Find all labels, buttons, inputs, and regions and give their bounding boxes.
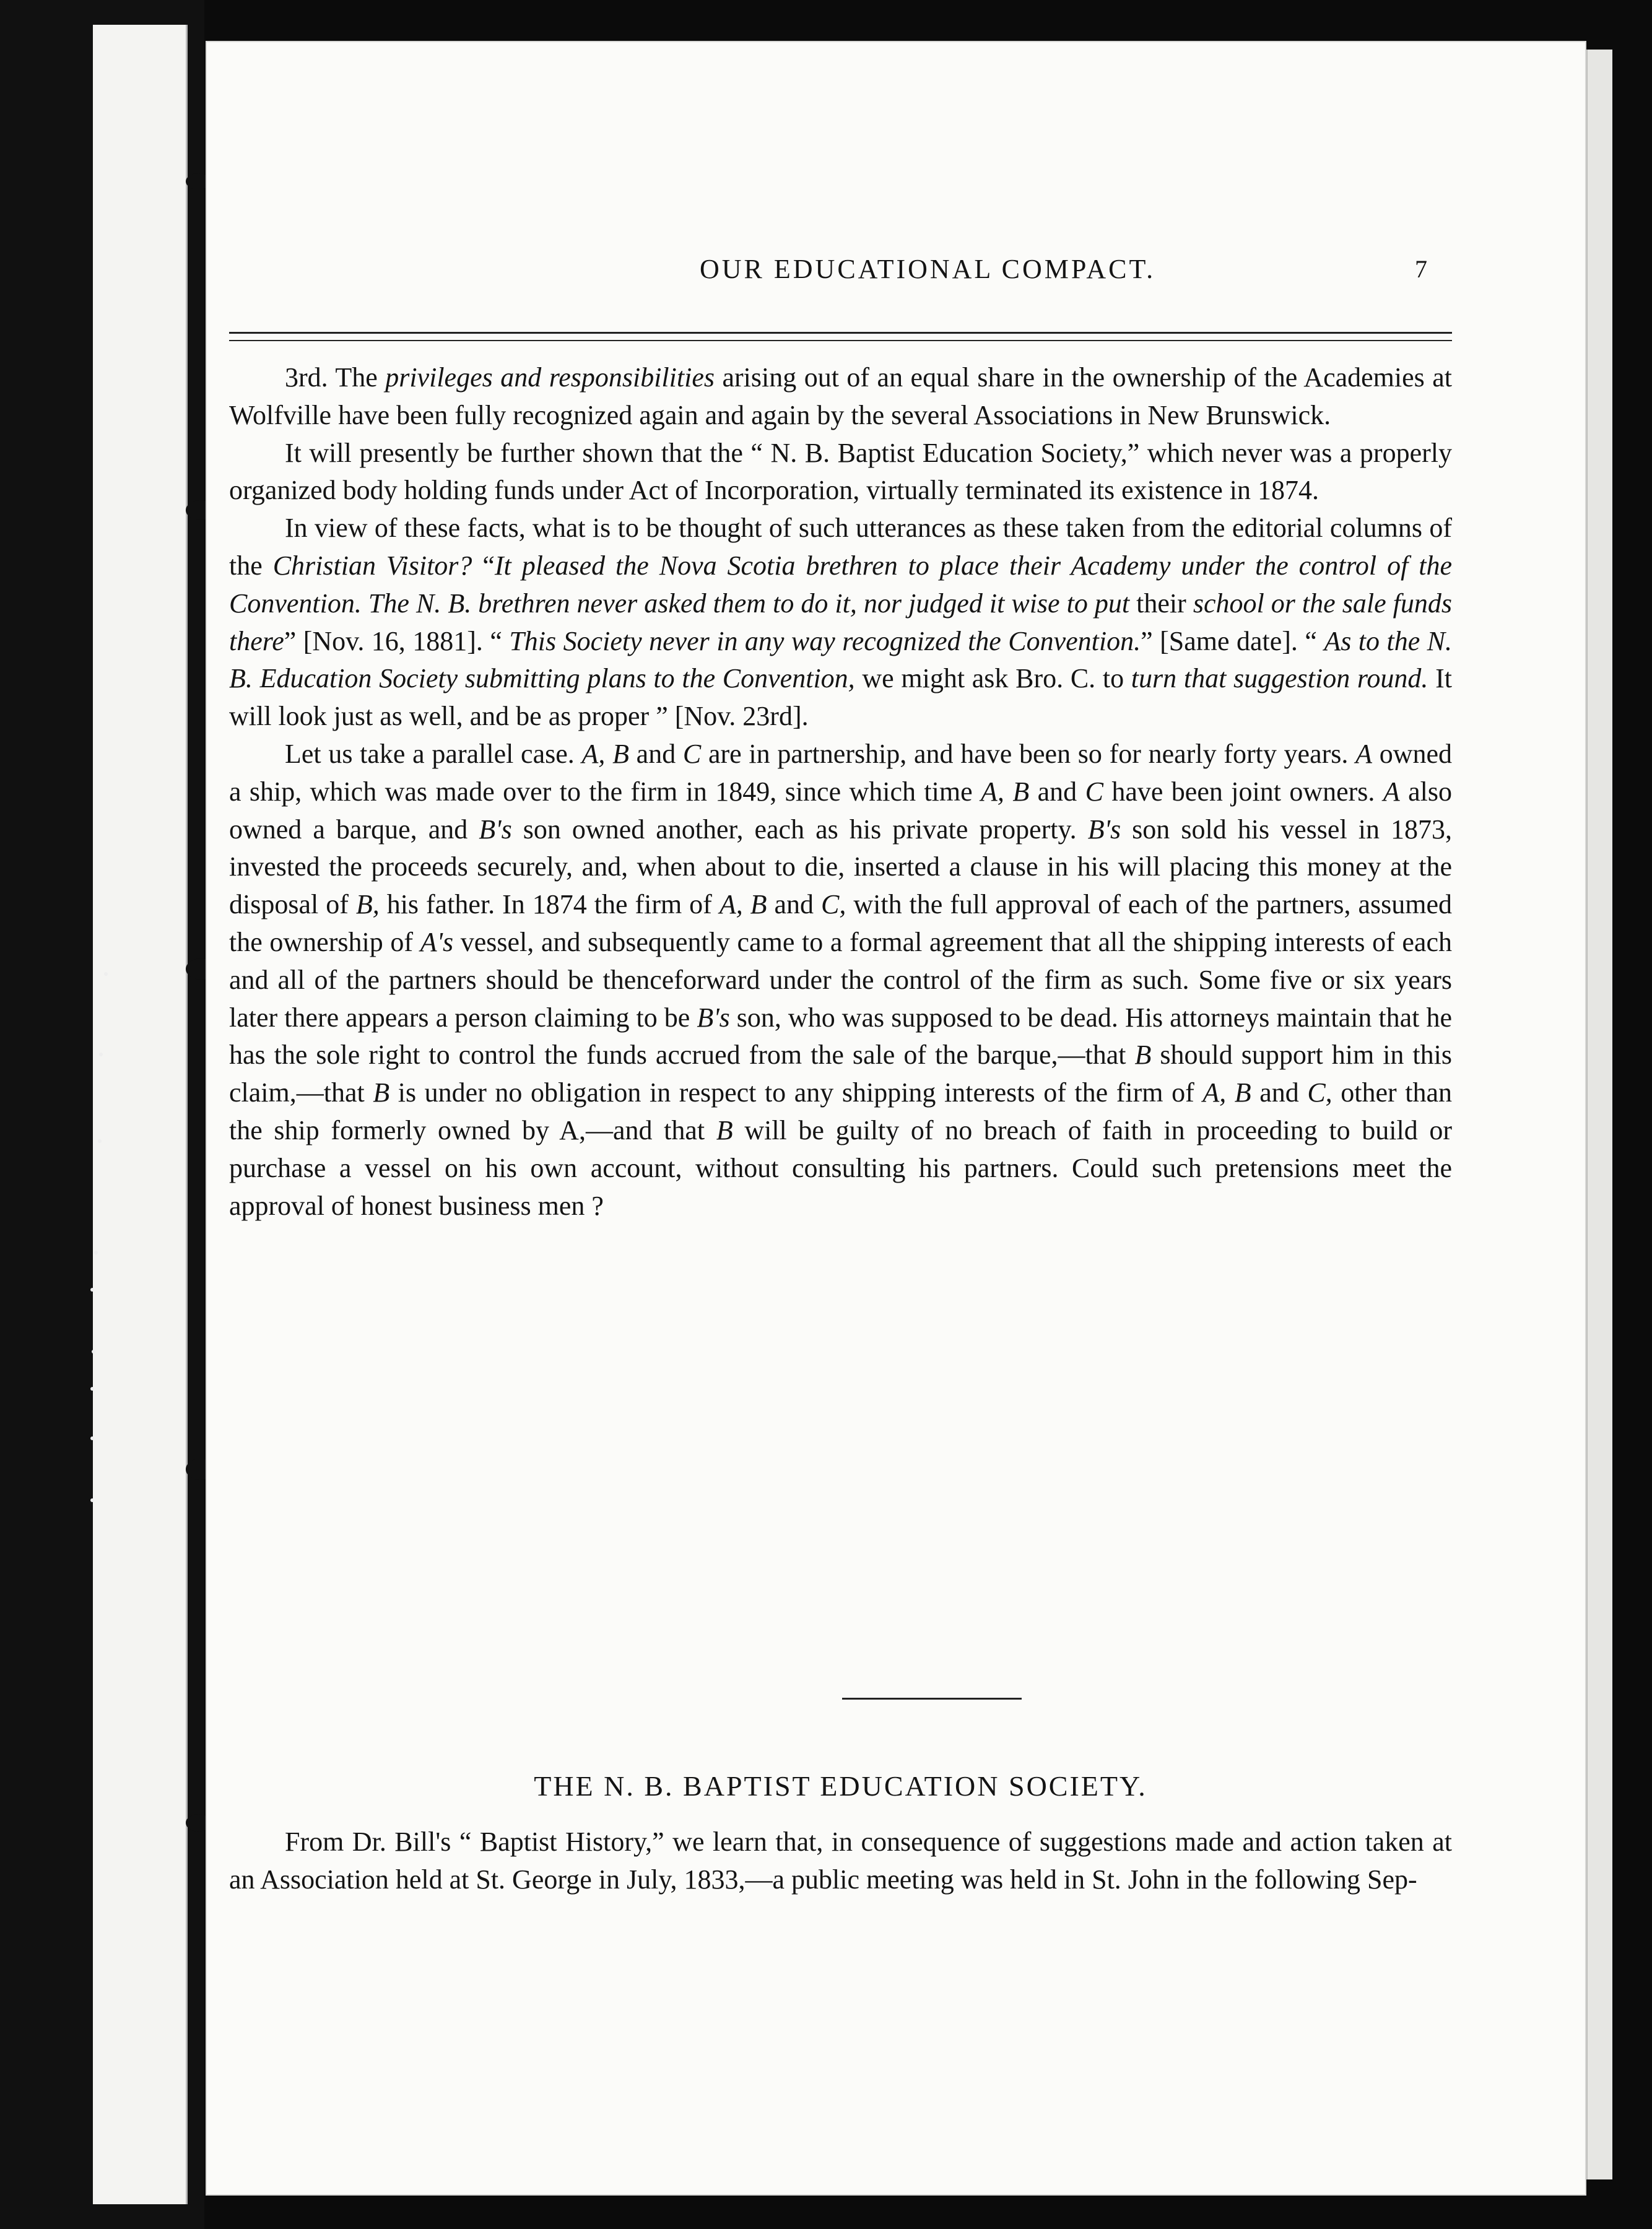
- italic-run: A: [1383, 776, 1400, 807]
- text-run: owned a ship, which was made over to the firm in 1849, since which time: [229, 738, 1453, 807]
- section-separator: [842, 1698, 1022, 1700]
- margin-dot: [90, 1498, 94, 1502]
- text-run: should support him in this claim,—that: [229, 1040, 1453, 1108]
- margin-dot: [90, 1436, 94, 1440]
- header-rule: [229, 332, 1452, 341]
- italic-run: It pleased the Nova Scotia brethren to place their Academy under the control of the Convention. The N. B. brethren never asked them to do it, nor judged it wise to put: [229, 550, 1452, 619]
- italic-run: As to the N. B. Education Society submitting plans to the Convention,: [229, 625, 1453, 694]
- previous-page-edge: [93, 25, 188, 2204]
- margin-dot: [94, 1251, 98, 1254]
- text-run: with the full approval of each of the partners, assumed the ownership of: [229, 889, 1453, 957]
- italic-run: B: [716, 1114, 733, 1145]
- italic-run: B: [1134, 1040, 1152, 1071]
- text-run: It will look just as well, and be as proper ” [Nov. 23rd].: [229, 663, 1453, 732]
- text-run: Let us take a parallel case.: [285, 738, 582, 769]
- italic-run: C,: [1307, 1077, 1332, 1108]
- margin-dot: [104, 972, 108, 976]
- italic-run: B: [373, 1077, 390, 1108]
- text-run: and: [767, 889, 822, 920]
- page-number: 7: [1415, 255, 1427, 283]
- text-run: and: [1029, 776, 1085, 807]
- italic-run: school or the sale funds there: [229, 588, 1452, 656]
- margin-dot: [98, 1139, 102, 1143]
- italic-run: B,: [355, 889, 380, 920]
- italic-run: C: [1085, 776, 1103, 807]
- margin-dot: [99, 1053, 103, 1056]
- page-fore-edge: [1586, 50, 1612, 2179]
- text-run: ” [Nov. 16, 1881]. “: [284, 625, 510, 656]
- text-run: and: [628, 738, 683, 769]
- italic-run: A, B: [981, 776, 1030, 807]
- italic-run: privileges and responsibilities: [385, 362, 715, 393]
- italic-run: A, B: [719, 889, 767, 920]
- paragraph: [229, 736, 1452, 1225]
- italic-run: A, B: [581, 738, 629, 769]
- margin-dot: [90, 1288, 94, 1292]
- text-run: will be guilty of no breach of faith in proceeding to build or purchase a vessel on his own account, without consulting his partners. Could such pretensions meet the approval of honest business men ?: [229, 1114, 1453, 1221]
- running-head: [229, 241, 1452, 297]
- section-heading: THE N. B. BAPTIST EDUCATION SOCIETY.: [534, 1770, 1147, 1802]
- text-run: son sold his vessel in 1873, invested the proceeds securely, and, when about to die, inserted a clause in his will placing this money at the disposal of: [229, 814, 1452, 920]
- text-run: 3rd. The: [285, 362, 386, 393]
- italic-run: C,: [821, 889, 846, 920]
- text-run: other than the ship formerly owned by A,—and that: [229, 1077, 1452, 1145]
- text-run: son owned another, each as his private property.: [511, 814, 1088, 845]
- paragraph: From Dr. Bill's “ Baptist History,” we learn that, in consequence of suggestions made and action taken at an Association held at St. George in July, 1833,—a public meeting was held in St. John in the following Sep-: [229, 1827, 1452, 1895]
- body-text: [229, 359, 1452, 1225]
- paragraph: It will presently be further shown that the “ N. B. Baptist Education Society,” which never was a properly organized body holding funds under Act of Incorporation, virtually terminated its existence in 1874.: [229, 437, 1452, 506]
- paragraph: [229, 359, 1452, 435]
- text-run: are in partnership, and have been so for nearly forty years.: [701, 738, 1356, 769]
- text-run: have been joint owners.: [1103, 776, 1383, 807]
- text-run: their: [1129, 588, 1193, 619]
- italic-run: B's: [1087, 814, 1121, 845]
- italic-run: This Society never in any way recognized the Convention.: [509, 625, 1141, 656]
- text-run: “: [472, 550, 495, 581]
- italic-run: B's: [697, 1002, 730, 1033]
- text-run: ” [Same date]. “: [1141, 625, 1324, 656]
- italic-run: turn that suggestion round.: [1131, 663, 1428, 694]
- text-run: we might ask Bro. C. to: [854, 663, 1131, 694]
- text-run: and: [1251, 1077, 1308, 1108]
- italic-run: A, B: [1202, 1077, 1251, 1108]
- italic-run: A: [1355, 738, 1372, 769]
- italic-run: B's: [479, 814, 512, 845]
- text-run: also owned a barque, and: [229, 776, 1452, 845]
- italic-run: A's: [420, 926, 454, 957]
- left-margin-strip: [0, 0, 204, 2229]
- section-text: [229, 1823, 1452, 1898]
- text-run: son, who was supposed to be dead. His attorneys maintain that he has the sole right to control the funds accrued from the sale of the barque,—that: [229, 1002, 1452, 1071]
- text-run: arising out of an equal share in the ownership of the Academies at Wolfville have been fully recognized again and again by the several Associations in New Brunswick.: [229, 362, 1453, 430]
- italic-run: Christian Visitor?: [272, 550, 472, 581]
- text-run: In view of these facts, what is to be thought of such utterances as these taken from the editorial columns of the: [229, 513, 1452, 581]
- italic-run: C: [682, 738, 702, 769]
- margin-dot: [90, 1387, 94, 1391]
- text-run: his father. In 1874 the firm of: [379, 889, 719, 920]
- running-title: OUR EDUCATIONAL COMPACT.: [700, 254, 1156, 284]
- text-run: vessel, and subsequently came to a formal agreement that all the shipping interests of each and all of the partners should be thenceforward under the control of the firm as such. Some five or six years later there appears a person claiming to be: [229, 926, 1452, 1033]
- text-run: is under no obligation in respect to any shipping interests of the firm of: [389, 1077, 1203, 1108]
- margin-dot: [92, 1350, 95, 1353]
- paragraph: [229, 510, 1452, 736]
